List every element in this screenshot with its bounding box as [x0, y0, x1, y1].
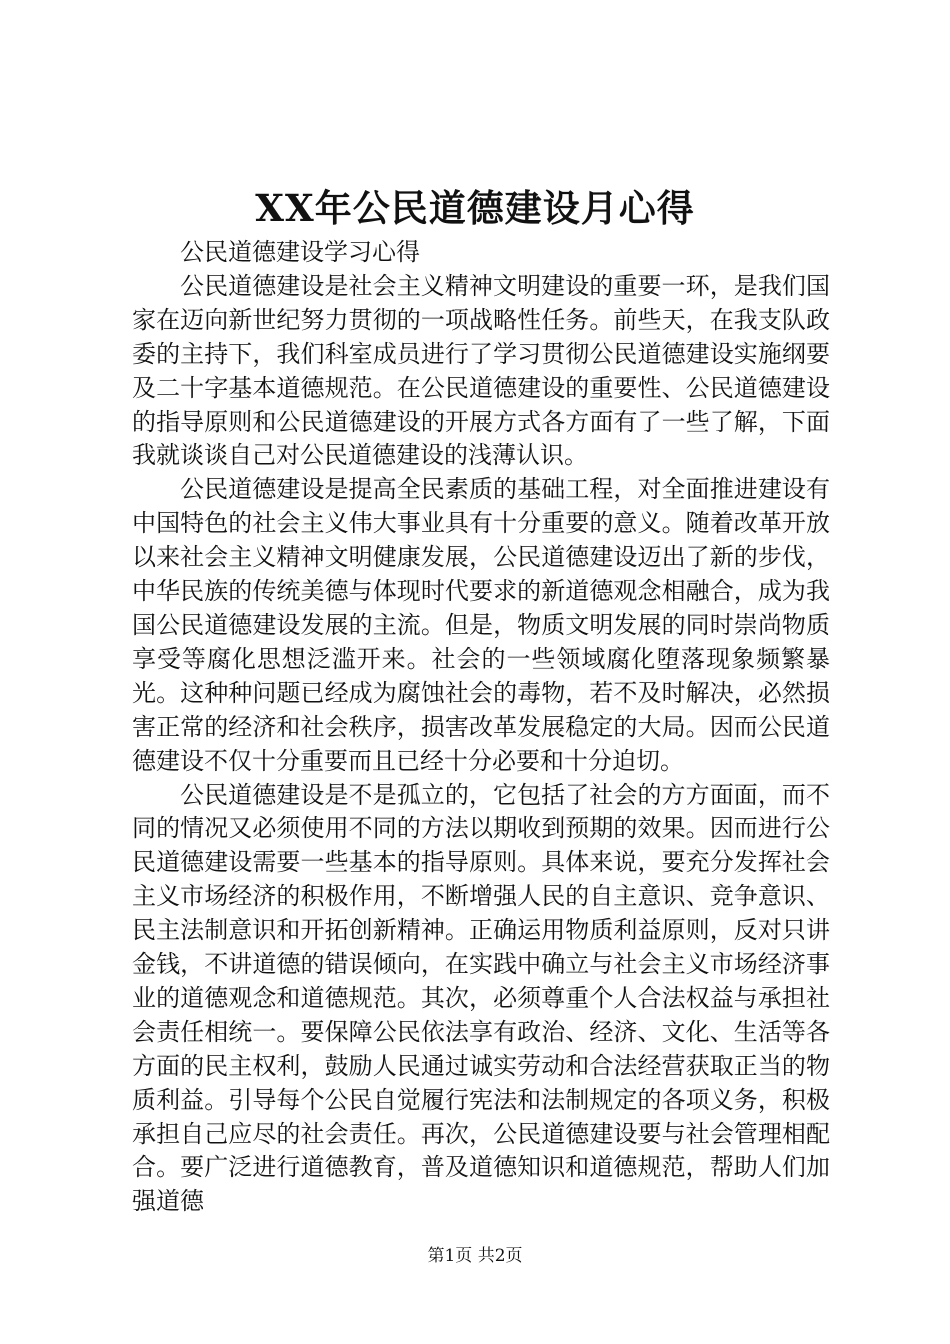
page-number-footer: 第1页 共2页: [427, 1246, 523, 1266]
document-title: XX年公民道德建设月心得: [255, 186, 695, 230]
subtitle-paragraph: 公民道德建设学习心得: [180, 238, 420, 266]
body-paragraph-2: 公民道德建设是提高全民素质的基础工程，对全面推进建设有中国特色的社会主义伟大事业具有十分重要的意义。随着改革开放以来社会主义精神文明健康发展，公民道德建设迈出了新的步伐，中华民族的传统美德与体现时代要求的新道德观念相融合，成为我国公民道德建设发展的主流。但是，物质文明发展的同时崇尚物质享受等腐化思想泛滥开来。社会的一些领域腐化堕落现象频繁暴光。这种种问题已经成为腐蚀社会的毒物，若不及时解决，必然损害正常的经济和社会秩序，损害改革发展稳定的大局。因而公民道德建设不仅十分重要而且已经十分必要和十分迫切。: [132, 475, 830, 775]
body-paragraph-3: 公民道德建设是不是孤立的，它包括了社会的方方面面，而不同的情况又必须使用不同的方法以期收到预期的效果。因而进行公民道德建设需要一些基本的指导原则。具体来说，要充分发挥社会主义市场经济的积极作用，不断增强人民的自主意识、竞争意识、民主法制意识和开拓创新精神。正确运用物质利益原则，反对只讲金钱，不讲道德的错误倾向，在实践中确立与社会主义市场经济事业的道德观念和道德规范。其次，必须尊重个人合法权益与承担社会责任相统一。要保障公民依法享有政治、经济、文化、生活等各方面的民主权利，鼓励人民通过诚实劳动和合法经营获取正当的物质利益。引导每个公民自觉履行宪法和法制规定的各项义务，积极承担自己应尽的社会责任。再次，公民道德建设要与社会管理相配合。要广泛进行道德教育，普及道德知识和道德规范，帮助人们加强道德: [132, 780, 830, 1216]
document-body: [132, 236, 830, 1219]
body-paragraph-1: 公民道德建设是社会主义精神文明建设的重要一环，是我们国家在迈向新世纪努力贯彻的一项战略性任务。前些天，在我支队政委的主持下，我们科室成员进行了学习贯彻公民道德建设实施纲要及二十字基本道德规范。在公民道德建设的重要性、公民道德建设的指导原则和公民道德建设的开展方式各方面有了一些了解，下面我就谈谈自己对公民道德建设的浅薄认识。: [132, 271, 830, 470]
